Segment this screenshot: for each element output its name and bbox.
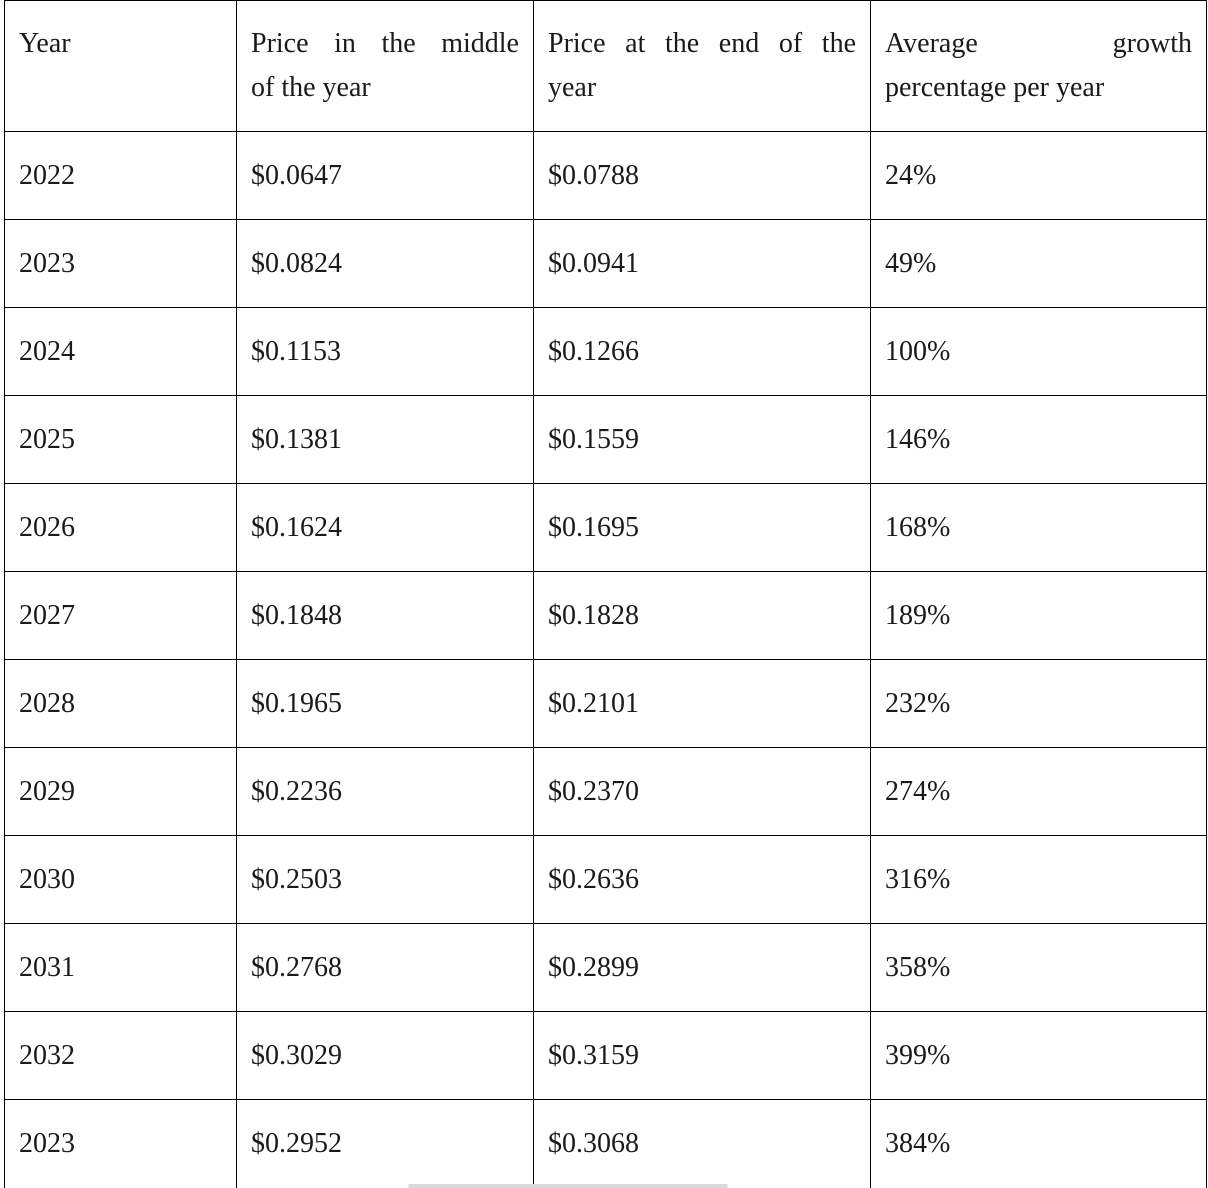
cell-price-end: $0.0788 [534,132,871,220]
cell-year: 2025 [5,396,237,484]
table-row [5,484,1207,572]
cell-price-end: $0.2636 [534,836,871,924]
cell-average-growth: 24% [871,132,1207,220]
table-row [5,836,1207,924]
cell-year: 2029 [5,748,237,836]
header-year [5,1,237,132]
cell-price-end: $0.3068 [534,1100,871,1188]
cell-average-growth: 100% [871,308,1207,396]
cell-year: 2024 [5,308,237,396]
cell-price-end: $0.2101 [534,660,871,748]
cell-average-growth: 189% [871,572,1207,660]
cell-price-end: $0.1695 [534,484,871,572]
cell-average-growth: 274% [871,748,1207,836]
cell-price-end: $0.3159 [534,1012,871,1100]
header-average-growth [871,1,1207,132]
cell-price-end: $0.1266 [534,308,871,396]
header-average-growth-line-2: percentage per year [885,72,1105,103]
table-row [5,220,1207,308]
cell-year: 2032 [5,1012,237,1100]
table-header-row [5,1,1207,132]
cell-price-middle: $0.1848 [237,572,534,660]
cell-price-middle: $0.2236 [237,748,534,836]
cell-price-end: $0.1559 [534,396,871,484]
table-row [5,924,1207,1012]
table-body [5,132,1207,1188]
cell-average-growth: 49% [871,220,1207,308]
cell-year: 2023 [5,1100,237,1188]
cell-year: 2030 [5,836,237,924]
cell-price-middle: $0.2768 [237,924,534,1012]
table-row [5,1100,1207,1188]
cell-price-middle: $0.2503 [237,836,534,924]
table-row [5,396,1207,484]
header-price-middle-line-1: Price in the middle [251,28,519,59]
cell-price-end: $0.2370 [534,748,871,836]
cell-year: 2026 [5,484,237,572]
table-row [5,1012,1207,1100]
cell-price-end: $0.0941 [534,220,871,308]
cell-price-middle: $0.1965 [237,660,534,748]
cell-average-growth: 316% [871,836,1207,924]
cell-price-middle: $0.1153 [237,308,534,396]
cell-average-growth: 232% [871,660,1207,748]
table-row [5,132,1207,220]
scroll-indicator [408,1184,728,1188]
price-prediction-table [4,0,1207,1188]
cell-price-middle: $0.2952 [237,1100,534,1188]
cell-year: 2023 [5,220,237,308]
cell-year: 2028 [5,660,237,748]
cell-price-middle: $0.0824 [237,220,534,308]
header-price-middle-line-2: of the year [251,72,371,103]
table-row [5,572,1207,660]
header-price-end [534,1,871,132]
cell-average-growth: 399% [871,1012,1207,1100]
header-price-middle [237,1,534,132]
cell-average-growth: 384% [871,1100,1207,1188]
header-average-growth-line-1: Average growth [885,28,1192,59]
cell-price-end: $0.2899 [534,924,871,1012]
table-row [5,748,1207,836]
cell-price-middle: $0.1381 [237,396,534,484]
header-price-end-line-2: year [548,72,597,103]
cell-price-middle: $0.1624 [237,484,534,572]
header-year-line-1: Year [19,28,71,59]
cell-average-growth: 146% [871,396,1207,484]
table-row [5,660,1207,748]
cell-year: 2027 [5,572,237,660]
header-price-end-line-1: Price at the end of the [548,28,856,59]
cell-year: 2031 [5,924,237,1012]
table-row [5,308,1207,396]
cell-year: 2022 [5,132,237,220]
cell-price-end: $0.1828 [534,572,871,660]
cell-price-middle: $0.3029 [237,1012,534,1100]
cell-average-growth: 358% [871,924,1207,1012]
cell-price-middle: $0.0647 [237,132,534,220]
cell-average-growth: 168% [871,484,1207,572]
